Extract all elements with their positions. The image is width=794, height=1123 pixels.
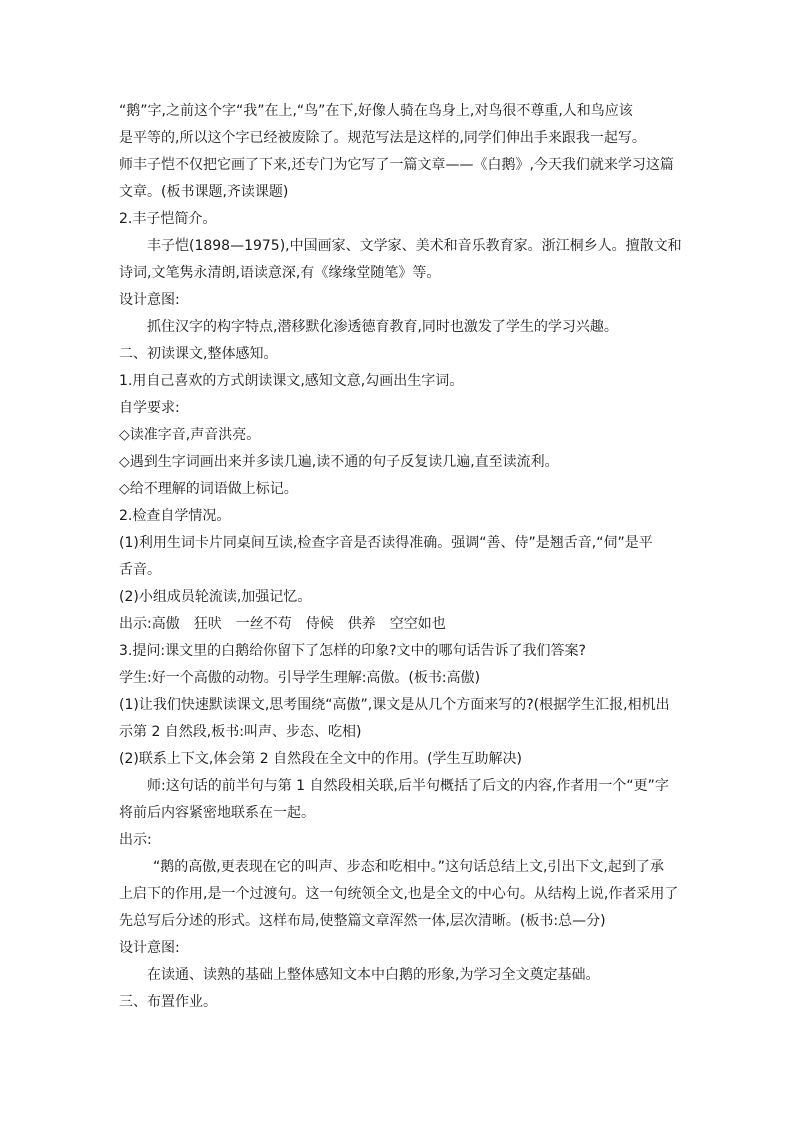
text-line: 师丰子恺不仅把它画了下来,还专门为它写了一篇文章——《白鹅》,今天我们就来学习这篇 [119, 157, 674, 173]
text-line: 抓住汉字的构字特点,潜移默化渗透德育教育,同时也激发了学生的学习兴趣。 [147, 319, 618, 335]
vocab-word: 高傲 [151, 616, 180, 632]
text-line: 师:这句话的前半句与第 1 自然段相关联,后半句概括了后文的内容,作者用一个“更”字 [147, 778, 669, 794]
text-line: 1.用自己喜欢的方式朗读课文,感知文意,勾画出生字词。 [119, 373, 464, 389]
text-line: 先总写后分述的形式。这样布局,使整篇文章浑然一体,层次清晰。(板书:总—分) [119, 913, 606, 929]
text-line: (2)小组成员轮流读,加强记忆。 [119, 589, 312, 605]
text-line: 文章。(板书课题,齐读课题) [119, 184, 289, 200]
bullet-item: ◇遇到生字词画出来并多读几遍,读不通的句子反复读几遍,直至读流利。 [119, 454, 559, 470]
section-heading: 三、布置作业。 [119, 994, 217, 1010]
text-line: (2)联系上下文,体会第 2 自然段在全文中的作用。(学生互助解决) [119, 751, 523, 767]
section-heading: 2.丰子恺简介。 [119, 211, 217, 227]
text-line: 诗词,文笔隽永清朗,语读意深,有《缘缘堂随笔》等。 [119, 265, 441, 281]
vocab-word: 狂吠 [193, 616, 222, 632]
text-line: 是平等的,所以这个字已经被废除了。规范写法是这样的,同学们伸出手来跟我一起写。 [119, 130, 646, 146]
section-heading: 3.提问:课文里的白鹅给你留下了怎样的印象?文中的哪句话告诉了我们答案? [119, 643, 586, 659]
text-line: “鹅”字,之前这个字“我”在上,“鸟”在下,好像人骑在鸟身上,对鸟很不尊重,人和鸟应该 [119, 103, 633, 119]
bullet-item: ◇读准字音,声音洪亮。 [119, 427, 261, 443]
vocab-word: 供养 [347, 616, 376, 632]
text-line: 将前后内容紧密地联系在一起。 [119, 805, 315, 821]
section-heading: 二、初读课文,整体感知。 [119, 346, 278, 362]
design-intent-label: 设计意图: [119, 292, 180, 308]
text-line: 舌音。 [119, 562, 161, 578]
text-line: 自学要求: [119, 400, 180, 416]
vocab-word: 侍候 [305, 616, 334, 632]
section-heading: 2.检查自学情况。 [119, 508, 231, 524]
vocab-word: 一丝不苟 [235, 616, 292, 632]
text-line: 上启下的作用,是一个过渡句。这一句统领全文,也是全文的中心句。从结构上说,作者采用了 [119, 886, 679, 902]
vocab-line [119, 611, 679, 638]
design-intent-label: 设计意图: [119, 940, 180, 956]
text-line: “鹅的高傲,更表现在它的叫声、步态和吃相中。”这句话总结上文,引出下文,起到了承 [153, 859, 664, 875]
text-line: (1)让我们快速默读课文,思考围绕“高傲”,课文是从几个方面来写的?(根据学生汇报,相机出 [119, 697, 670, 713]
text-line: (1)利用生词卡片同桌间互读,检查字音是否读得准确。强调“善、侍”是翘舌音,“伺”是平 [119, 535, 653, 551]
vocab-label: 出示: [119, 616, 152, 632]
bullet-item: ◇给不理解的词语做上标记。 [119, 481, 298, 497]
text-line: 出示: [119, 832, 152, 848]
text-line: 丰子恺(1898—1975),中国画家、文学家、美术和音乐教育家。浙江桐乡人。擅散文和 [147, 238, 682, 254]
vocab-word: 空空如也 [389, 616, 446, 632]
text-line: 示第 2 自然段,板书:叫声、步态、吃相) [119, 724, 362, 740]
text-line: 在读通、读熟的基础上整体感知文本中白鹅的形象,为学习全文奠定基础。 [147, 967, 600, 983]
document-body [119, 98, 682, 1016]
text-line: 学生:好一个高傲的动物。引导学生理解:高傲。(板书:高傲) [119, 670, 481, 686]
